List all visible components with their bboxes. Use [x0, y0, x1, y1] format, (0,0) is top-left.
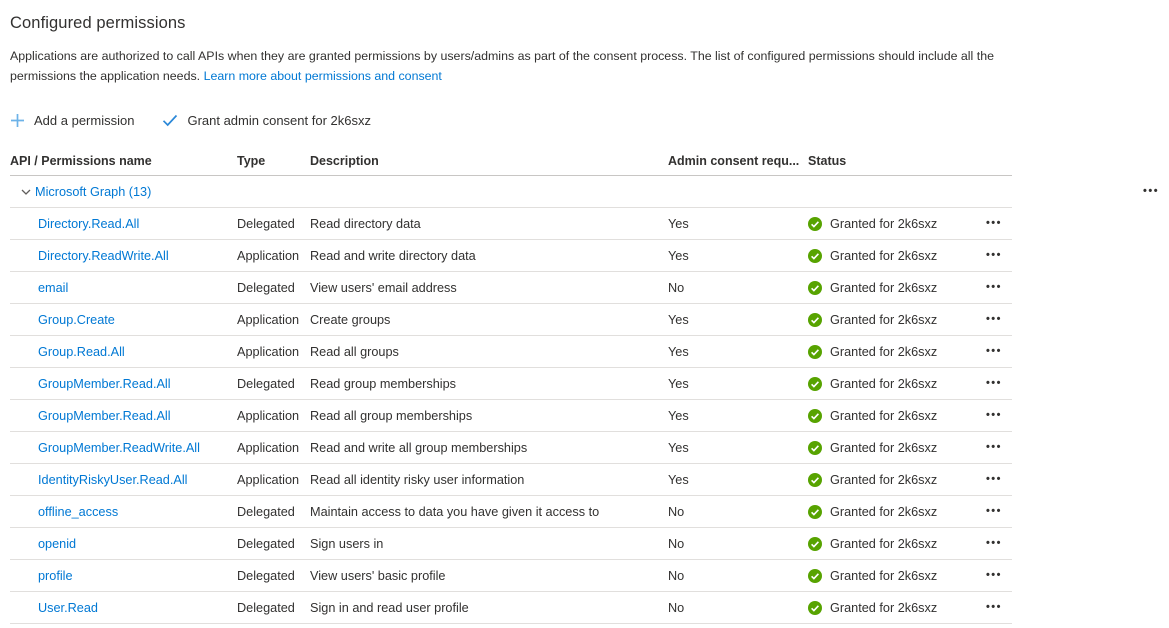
admin-consent-value: Yes — [668, 216, 689, 231]
green-check-circle-icon — [808, 313, 822, 327]
permission-row — [10, 240, 1012, 272]
admin-consent-value: Yes — [668, 472, 689, 487]
plus-icon — [10, 113, 25, 128]
row-context-menu-button[interactable]: ••• — [986, 374, 1002, 393]
permission-description: Read all group memberships — [310, 408, 473, 423]
green-check-circle-icon — [808, 281, 822, 295]
permission-row — [10, 336, 1012, 368]
table-header-row — [10, 146, 1012, 176]
green-check-circle-icon — [808, 505, 822, 519]
permission-name-link[interactable]: GroupMember.Read.All — [38, 408, 171, 423]
permission-type: Delegated — [237, 600, 295, 615]
green-check-circle-icon — [808, 249, 822, 263]
permission-type: Delegated — [237, 504, 295, 519]
admin-consent-value: No — [668, 568, 685, 583]
admin-consent-value: No — [668, 280, 685, 295]
permission-description: View users' email address — [310, 280, 457, 295]
status-text: Granted for 2k6sxz — [830, 280, 938, 295]
permission-name-link[interactable]: offline_access — [38, 504, 119, 519]
row-context-menu-button[interactable]: ••• — [986, 342, 1002, 361]
api-group-link[interactable]: Microsoft Graph (13) — [35, 184, 152, 199]
permission-name-link[interactable]: email — [38, 280, 69, 295]
permission-name-link[interactable]: IdentityRiskyUser.Read.All — [38, 472, 188, 487]
learn-more-link[interactable]: Learn more about permissions and consent — [203, 69, 442, 84]
permission-description: Create groups — [310, 312, 391, 327]
header-type: Type — [237, 153, 266, 168]
admin-consent-value: Yes — [668, 312, 689, 327]
row-context-menu-button[interactable]: ••• — [986, 214, 1002, 233]
row-context-menu-button[interactable]: ••• — [986, 566, 1002, 585]
permission-description: Read directory data — [310, 216, 421, 231]
grant-admin-consent-label: Grant admin consent for 2k6sxz — [187, 113, 371, 129]
permission-row — [10, 464, 1012, 496]
permission-row — [10, 400, 1012, 432]
permission-name-link[interactable]: Directory.ReadWrite.All — [38, 248, 169, 263]
add-permission-label: Add a permission — [34, 113, 135, 129]
row-context-menu-button[interactable]: ••• — [986, 534, 1002, 553]
admin-consent-value: Yes — [668, 344, 689, 359]
permission-description: Read all groups — [310, 344, 399, 359]
status-text: Granted for 2k6sxz — [830, 568, 938, 583]
row-context-menu-button[interactable]: ••• — [986, 246, 1002, 265]
permission-row — [10, 208, 1012, 240]
green-check-circle-icon — [808, 473, 822, 487]
header-status: Status — [808, 153, 847, 168]
status-text: Granted for 2k6sxz — [830, 248, 938, 263]
green-check-circle-icon — [808, 441, 822, 455]
add-permission-button[interactable] — [10, 111, 134, 130]
green-check-circle-icon — [808, 601, 822, 615]
permissions-toolbar — [10, 111, 1047, 130]
grant-admin-consent-button[interactable] — [162, 111, 371, 130]
green-check-circle-icon — [808, 569, 822, 583]
permission-row — [10, 560, 1012, 592]
permission-type: Delegated — [237, 568, 295, 583]
permission-name-link[interactable]: profile — [38, 568, 73, 583]
permission-row — [10, 592, 1012, 624]
status-text: Granted for 2k6sxz — [830, 472, 938, 487]
header-description: Description — [310, 153, 379, 168]
status-text: Granted for 2k6sxz — [830, 376, 938, 391]
permission-name-link[interactable]: GroupMember.Read.All — [38, 376, 171, 391]
row-context-menu-button[interactable]: ••• — [986, 406, 1002, 425]
status-text: Granted for 2k6sxz — [830, 408, 938, 423]
admin-consent-value: No — [668, 536, 685, 551]
permission-type: Application — [237, 248, 300, 263]
status-text: Granted for 2k6sxz — [830, 536, 938, 551]
admin-consent-value: Yes — [668, 408, 689, 423]
permission-description: Maintain access to data you have given it access to — [310, 504, 600, 519]
admin-consent-value: Yes — [668, 248, 689, 263]
page-title: Configured permissions — [10, 14, 186, 32]
row-context-menu-button[interactable]: ••• — [986, 278, 1002, 297]
permission-description: Read group memberships — [310, 376, 456, 391]
permission-name-link[interactable]: User.Read — [38, 600, 98, 615]
permission-row — [10, 432, 1012, 464]
api-group-row — [10, 176, 1160, 208]
green-check-circle-icon — [808, 377, 822, 391]
green-check-circle-icon — [808, 217, 822, 231]
row-context-menu-button[interactable]: ••• — [986, 438, 1002, 457]
check-icon — [162, 114, 178, 127]
permission-description: Sign users in — [310, 536, 384, 551]
admin-consent-value: No — [668, 504, 685, 519]
status-text: Granted for 2k6sxz — [830, 504, 938, 519]
permission-description: View users' basic profile — [310, 568, 446, 583]
permission-type: Application — [237, 408, 300, 423]
permission-type: Application — [237, 472, 300, 487]
table-body — [10, 208, 1012, 624]
header-admin-consent-required: Admin consent requ... — [668, 153, 800, 168]
green-check-circle-icon — [808, 409, 822, 423]
permission-type: Delegated — [237, 376, 295, 391]
status-text: Granted for 2k6sxz — [830, 344, 938, 359]
permission-type: Application — [237, 344, 300, 359]
permission-type: Application — [237, 440, 300, 455]
permission-type: Delegated — [237, 536, 295, 551]
green-check-circle-icon — [808, 345, 822, 359]
admin-consent-value: Yes — [668, 440, 689, 455]
header-api-permissions-name: API / Permissions name — [10, 153, 152, 168]
permission-name-link[interactable]: Directory.Read.All — [38, 216, 140, 231]
permission-description: Sign in and read user profile — [310, 600, 469, 615]
permission-type: Delegated — [237, 280, 295, 295]
permission-description: Read all identity risky user information — [310, 472, 525, 487]
status-text: Granted for 2k6sxz — [830, 312, 938, 327]
admin-consent-value: Yes — [668, 376, 689, 391]
admin-consent-value: No — [668, 600, 685, 615]
green-check-circle-icon — [808, 537, 822, 551]
permission-name-link[interactable]: GroupMember.ReadWrite.All — [38, 440, 200, 455]
permission-name-link[interactable]: openid — [38, 536, 77, 551]
row-context-menu-button[interactable]: ••• — [986, 502, 1002, 521]
permission-description: Read and write directory data — [310, 248, 476, 263]
permission-type: Delegated — [237, 216, 295, 231]
permission-name-link[interactable]: Group.Read.All — [38, 344, 125, 359]
permission-row — [10, 528, 1012, 560]
row-context-menu-button[interactable]: ••• — [986, 598, 1002, 617]
permission-description: Read and write all group memberships — [310, 440, 528, 455]
permissions-table — [10, 146, 1160, 624]
status-text: Granted for 2k6sxz — [830, 216, 938, 231]
permission-row — [10, 304, 1012, 336]
permission-name-link[interactable]: Group.Create — [38, 312, 115, 327]
section-description — [10, 46, 1034, 86]
status-text: Granted for 2k6sxz — [830, 440, 938, 455]
permission-row — [10, 496, 1012, 528]
description-text: Applications are authorized to call APIs when they are granted permissions by users/admins as part of the consent process. The list of configured permissions should include all the permissions the application needs. — [10, 49, 994, 84]
permission-row — [10, 368, 1012, 400]
row-context-menu-button[interactable]: ••• — [986, 310, 1002, 329]
permission-row — [10, 272, 1012, 304]
row-context-menu-button[interactable]: ••• — [986, 470, 1002, 489]
status-text: Granted for 2k6sxz — [830, 600, 938, 615]
chevron-down-icon[interactable] — [20, 186, 32, 198]
group-context-menu-button[interactable]: ••• — [1143, 182, 1159, 201]
permission-type: Application — [237, 312, 300, 327]
